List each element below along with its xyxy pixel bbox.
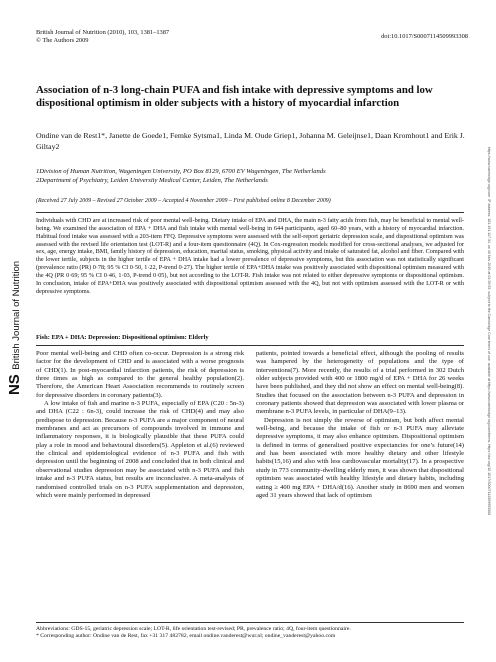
abstract-bottom-rule [36,345,464,346]
body-column-right [256,350,464,500]
paragraph: Poor mental well-being and CHD often co-occur. Depression is a strong risk factor for the development of CHD and is associated with a worse prognosis of CHD(1). In post-myocardial infarction patients, the risk of depression is three times as high as compared to the general healthy population(2). Therefore, the American Heart Association recommends to routinely screen for depressive disorders in coronary patients(3). [36,350,244,399]
copyright-line: © The Authors 2009 [36,37,89,44]
journal-citation [36,29,169,45]
journal-logo-text: British Journal of Nutrition [11,260,22,370]
journal-logo [6,260,24,396]
paragraph: A low intake of fish and marine n-3 PUFA, especially of EPA (C20 : 5n-3) and DHA (C22 : 6n-3), could increase the risk of CHD(4) and may also predispose to depression. Because n-3 PUFA are a major component of neural membranes and act as precursors of compounds involved in immune and inflammatory responses, it is biologically plausible that these PUFA could play a role in mood and behavioural disorders(5). Appleton et al.(6) reviewed the clinical and epidemiological evidence of n-3 PUFA and fish with depression until the beginning of 2008 and concluded that in both clinical and observational studies depression may be associated with n-3 PUFA and fish intake and n-3 PUFA status, but results are inconclusive. A meta-analysis of randomised controlled trials on n-3 PUFA supplementation and depression, which were mainly performed in depressed [36,400,244,499]
affiliations [36,167,456,185]
paragraph: patients, pointed towards a beneficial effect, although the pooling of results was hampered by the heterogeneity of populations and the type of interventions(7). More recently, the results of a trial performed in 302 Dutch older subjects provided with 400 or 1800 mg/d of EPA + DHA for 26 weeks have been published, and they did not show an effect on mental well-being(8). Studies that focused on the association between n-3 PUFA and depression in coronary patients showed that depression was associated with lower plasma or membrane n-3 PUFA levels, in particular of DHA(9–13). [256,350,464,416]
doi-link[interactable]: doi:10.1017/S0007114509993308 [381,33,468,40]
corresponding-author-footnote: * Corresponding author: Ondine van de Rest, fax +31 317 482782, email ondine.vanderest@wur.nl; ondine_vanderest@yahoo.com [36,633,336,640]
affiliation-2: 2Department of Psychiatry, Leiden University Medical Center, Leiden, The Netherlands [36,177,268,184]
ns-logo-mark: NS [6,374,23,396]
keywords: Fish: EPA + DHA: Depression: Dispositional optimism: Elderly [36,334,209,341]
received-dates: (Received 27 July 2009 – Revised 27 October 2009 – Accepted 4 November 2009 – First published online 8 December 2009) [36,198,331,204]
footnote-rule [36,622,464,623]
footnotes [36,626,464,640]
paragraph: Depression is not simply the reverse of optimism, but both affect mental well-being, and because the intake of fish or n-3 PUFA may alleviate depressive symptoms, it may also enhance optimism. Dispositional optimism is defined in terms of generalised positive expectancies for one’s future(14) and has been associated with more healthy dietary and other lifestyle habits(15,16) and also with less cardiovascular mortality(17). In a prospective study in 773 community-dwelling elderly men, it was shown that dispositional optimism was associated with healthy lifestyle and dietary habits, including eating ≥ 400 mg EPA + DHA/d(16). Another study in 8690 men and women aged 31 years showed that lack of optimism [256,416,464,499]
download-notice-strip [484,2,494,660]
journal-line: British Journal of Nutrition (2010), 103, 1381–1387 [36,29,170,36]
author-list: Ondine van de Rest1*, Janette de Goede1, Femke Sytsma1, Linda M. Oude Griep1, Johanna M. Geleijnse1, Daan Kromhout1 and Erik J. Giltay2 [36,131,465,151]
download-notice-text[interactable]: https://www.cambridge.org/core. IP address: 181.191.117.34, on 10 Nov 2019 at 04:39:53, subject to the Cambridge Core terms of use, available at https://www.cambridge.org/core/terms. https://doi.org/10.1017/S0007114509993308 [487,146,491,516]
body-column-left [36,350,244,500]
abstract-top-rule [36,212,464,213]
affiliation-1: 1Division of Human Nutrition, Wageningen University, PO Box 8129, 6700 EV Wageningen, The Netherlands [36,168,326,175]
abbreviations-footnote: Abbreviations: GDS-15, geriatric depression scale; LOT-R, life orientation test-revised; PR, prevalence ratio; 4Q, four-item questionnaire. [36,626,351,632]
abstract-text: Individuals with CHD are at increased risk of poor mental well-being. Dietary intake of EPA and DHA, the main n-3 fatty acids from fish, may be beneficial to mental well-being. We examined the association of EPA + DHA and fish intake with mental well-being in 644 participants, aged 60–80 years, with a history of myocardial infarction. Habitual food intake was assessed with a 203-item FFQ. Depressive symptoms were assessed with the self-report geriatric depression scale, and dispositional optimism was assessed with the revised life orientation test (LOT-R) and a four-item questionnaire (4Q). In Cox-regression models modified for cross-sectional analyses, we adjusted for sex, age, energy intake, BMI, family history of depression, education, marital status, smoking, physical activity and intake of saturated fat, alcohol and fiber. Compared with the lower tertile, subjects in the higher tertile of EPA + DHA intake had a lower prevalence of depressive symptoms, but this association was not statistically significant (prevalence ratio (PR) 0·78; 95 % CI 0·50, 1·22, P-trend 0·27). The higher tertile of EPA+DHA intake was positively associated with dispositional optimism measured with the 4Q (PR 0·69; 95 % CI 0·46, 1·03, P-trend 0·05), but not according to the LOT-R. Fish intake was not related to either depressive symptoms or dispositional optimism. In conclusion, intake of EPA+DHA was positively associated with dispositional optimism assessed with the 4Q, but not with optimism assessed with the LOT-R or with depressive symptoms. [36,217,464,295]
article-title: Association of n-3 long-chain PUFA and fish intake with depressive symptoms and low dispositional optimism in older subjects with a history of myocardial infarction [36,84,433,109]
